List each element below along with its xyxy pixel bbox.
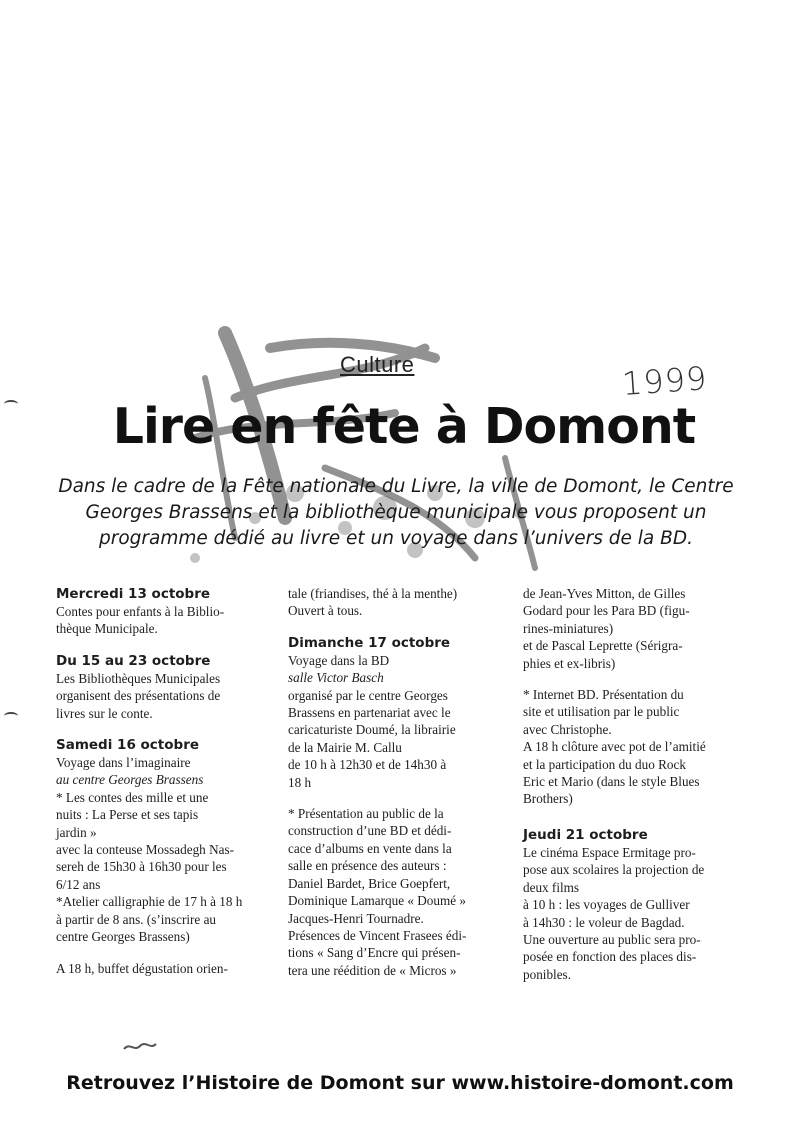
article-column-1 <box>56 585 262 977</box>
text-line: phies et ex-libris) <box>523 655 616 671</box>
text-line: tions « Sang d’Encre qui présen- <box>288 945 461 961</box>
text-line: Une ouverture au public sera pro- <box>523 931 701 947</box>
text-line: deux films <box>523 879 580 895</box>
event-heading: Samedi 16 octobre <box>56 737 200 754</box>
text-line: organisé par le centre Georges <box>288 687 448 703</box>
text-line: 6/12 ans <box>56 876 101 892</box>
text-line: Eric et Mario (dans le style Blues <box>523 774 700 790</box>
text-line: tale (friandises, thé à la menthe) <box>288 586 458 601</box>
text-line: A 18 h, buffet dégustation orien- <box>56 960 228 976</box>
text-line: salle en présence des auteurs : <box>288 858 447 874</box>
text-line: A 18 h clôture avec pot de l’amitié <box>523 739 706 755</box>
text-line: rines-miniatures) <box>523 620 614 636</box>
text-line: site et utilisation par le public <box>523 704 680 720</box>
text-line: Dominique Lamarque « Doumé » <box>288 893 466 909</box>
event-heading: Du 15 au 23 octobre <box>56 652 211 669</box>
text-line: avec la conteuse Mossadegh Nas- <box>56 842 234 858</box>
text-line: cace d’albums en vente dans la <box>288 840 452 856</box>
text-line: nuits : La Perse et ses tapis <box>56 807 199 823</box>
text-line: *Atelier calligraphie de 17 h à 18 h <box>56 894 243 910</box>
text-line: Présences de Vincent Frasees édi- <box>288 927 467 943</box>
text-line: caricaturiste Doumé, la librairie <box>288 722 456 738</box>
text-line: jardin » <box>56 824 97 840</box>
text-line: à 10 h : les voyages de Gulliver <box>523 897 690 913</box>
article-column-2 <box>288 585 496 979</box>
text-line: Voyage dans la BD <box>288 652 390 668</box>
event-heading: Dimanche 17 octobre <box>288 634 451 651</box>
text-line: Le cinéma Espace Ermitage pro- <box>523 844 696 860</box>
ink-scribble <box>122 1040 158 1059</box>
text-line: ponibles. <box>523 966 571 982</box>
article-lede: Dans le cadre de la Fête nationale du Livre, la ville de Domont, le Centre Georges Brassens et la bibliothèque municipale vous proposent un programme dédié au livre et un voyage dans l’univers de la BD. <box>58 476 734 549</box>
text-line: Daniel Bardet, Brice Goepfert, <box>288 875 451 891</box>
text-line: Ouvert à tous. <box>288 603 363 619</box>
text-line: * Internet BD. Présentation du <box>523 687 684 703</box>
text-line: * Les contes des mille et une <box>56 789 209 805</box>
text-line: Les Bibliothèques Municipales <box>56 670 221 686</box>
section-rubric: Culture <box>340 352 415 377</box>
event-heading: Mercredi 13 octobre <box>56 586 211 602</box>
text-line: tera une réédition de « Micros » <box>288 962 457 978</box>
text-line: salle Victor Basch <box>288 670 384 686</box>
scan-edge-mark <box>4 712 18 720</box>
text-line: construction d’une BD et dédi- <box>288 823 452 839</box>
text-line: 18 h <box>288 774 312 790</box>
text-line: organisent des présentations de <box>56 688 221 704</box>
text-line: à 14h30 : le voleur de Bagdad. <box>523 914 685 930</box>
text-line: et de Pascal Leprette (Sérigra- <box>523 638 683 654</box>
text-line: au centre Georges Brassens <box>56 772 204 788</box>
text-line: avec Christophe. <box>523 721 612 737</box>
text-line: et la participation du duo Rock <box>523 756 686 772</box>
article-column-3 <box>523 585 735 983</box>
text-line: pose aux scolaires la projection de <box>523 862 705 878</box>
article-headline: Lire en fête à Domont <box>112 398 696 455</box>
text-line: à partir de 8 ans. (s’inscrire au <box>56 911 217 927</box>
text-line: Brothers) <box>523 791 573 807</box>
text-line: de 10 h à 12h30 et de 14h30 à <box>288 757 447 773</box>
text-line: Voyage dans l’imaginaire <box>56 755 191 771</box>
text-line: de la Mairie M. Callu <box>288 739 402 755</box>
text-line: Godard pour les Para BD (figu- <box>523 603 690 619</box>
text-line: posée en fonction des places dis- <box>523 949 697 965</box>
footer-banner: Retrouvez l’Histoire de Domont sur www.histoire-domont.com <box>66 1072 734 1094</box>
text-line: de Jean-Yves Mitton, de Gilles <box>523 586 686 601</box>
event-heading: Jeudi 21 octobre <box>523 826 648 843</box>
text-line: Contes pour enfants à la Biblio- <box>56 604 225 619</box>
text-line: Jacques-Henri Tournadre. <box>288 910 424 926</box>
text-line: * Présentation au public de la <box>288 806 444 822</box>
handwritten-year: 1999 <box>620 359 709 403</box>
text-line: livres sur le conte. <box>56 705 153 721</box>
text-line: thèque Municipale. <box>56 621 158 637</box>
text-line: sereh de 15h30 à 16h30 pour les <box>56 859 227 875</box>
text-line: Brassens en partenariat avec le <box>288 705 451 721</box>
text-line: centre Georges Brassens) <box>56 929 190 945</box>
